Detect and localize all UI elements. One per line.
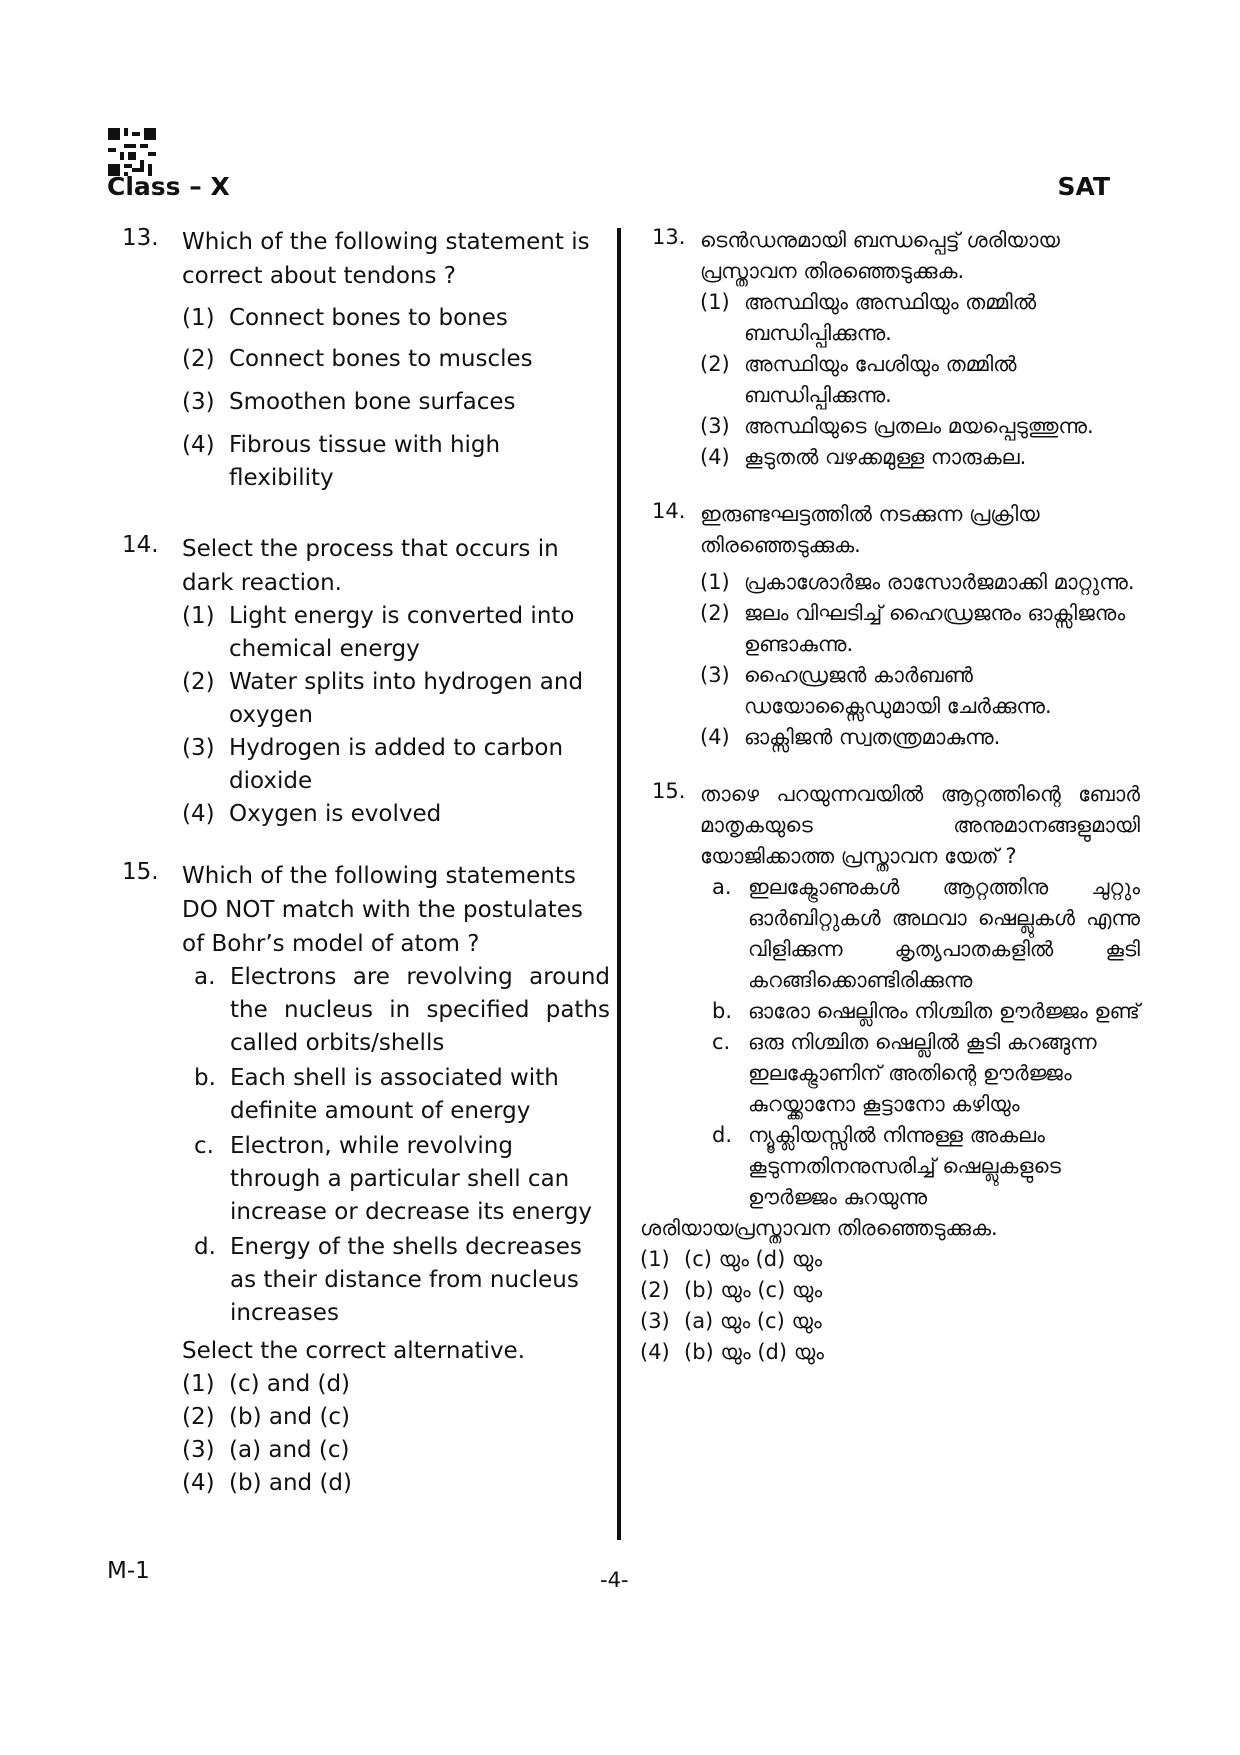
- option-item: [182, 386, 610, 419]
- statement-label: c.: [194, 1133, 214, 1159]
- option-text: (b) and (c): [229, 1404, 351, 1430]
- option-label: (1): [182, 603, 215, 629]
- option-text: Hydrogen is added to carbon dioxide: [229, 735, 564, 794]
- option-text: കൂടുതൽ വഴക്കമുള്ള നാരുകല.: [744, 445, 1027, 469]
- question-13: [110, 225, 610, 495]
- question-text: Select the process that occurs in dark reaction.: [182, 536, 559, 596]
- question-text: ഇരുണ്ടഘട്ടത്തിൽ നടക്കുന്ന പ്രക്രിയ തിരഞ്ഞെടുക്കുക.: [700, 502, 1040, 557]
- statement-label: a.: [712, 875, 732, 899]
- option-label: (3): [700, 663, 730, 687]
- option-text: ഓക്സിജൻ സ്വതന്ത്രമാകുന്നു.: [744, 725, 1001, 749]
- question-15-malayalam: [640, 779, 1140, 1368]
- option-text: Light energy is converted into chemical energy: [229, 603, 575, 662]
- option-item: [640, 1337, 1140, 1368]
- statement-text: Energy of the shells decreases as their distance from nucleus increases: [230, 1234, 582, 1326]
- option-label: (2): [182, 669, 215, 695]
- option-item: [182, 1434, 610, 1467]
- option-label: (3): [182, 389, 215, 415]
- paper-code: M-1: [107, 1558, 150, 1584]
- option-item: [182, 1467, 610, 1500]
- statement-text: ഓരോ ഷെല്ലിനും നിശ്ചിത ഊർജ്ജം ഉണ്ട്: [748, 999, 1140, 1023]
- option-item: [640, 1275, 1140, 1306]
- option-list: [182, 302, 610, 495]
- option-text: അസ്ഥിയുടെ പ്രതലം മയപ്പെടുത്തുന്നു.: [744, 414, 1094, 438]
- question-text: താഴെ പറയുന്നവയിൽ ആറ്റത്തിന്റെ ബോർ മാതൃകയുടെ അനുമാനങ്ങളുമായി യോജിക്കാത്ത പ്രസ്താവന യേത് ?: [700, 782, 1140, 868]
- option-item: [700, 567, 1140, 598]
- option-label: (2): [700, 601, 730, 625]
- qr-code-icon: [108, 128, 156, 176]
- question-14-malayalam: [640, 499, 1140, 753]
- option-item: [700, 411, 1140, 442]
- question-text: ടെൻഡനുമായി ബന്ധപ്പെട്ട് ശരിയായ പ്രസ്താവന തിരഞ്ഞെടുക്കുക.: [700, 228, 1060, 283]
- option-item: [700, 349, 1140, 411]
- option-text: (b) യും (c) യും: [684, 1278, 823, 1302]
- option-label: (4): [182, 801, 215, 827]
- statement-item: [712, 996, 1140, 1027]
- statement-text: Electrons are revolving around the nucleus in specified paths called orbits/shells: [230, 964, 610, 1056]
- option-text: അസ്ഥിയും അസ്ഥിയും തമ്മിൽ ബന്ധിപ്പിക്കുന്നു.: [744, 290, 1037, 345]
- question-number: 14.: [122, 532, 159, 558]
- option-item: [640, 1306, 1140, 1337]
- statement-text: ഇലക്ട്രോണുകൾ ആറ്റത്തിനു ചുറ്റും ഓർബിറ്റുകൾ അഥവാ ഷെല്ലുകൾ എന്നു വിളിക്കുന്ന കൃത്യപാതകളിൽ കൂടി കറങ്ങിക്കൊണ്ടിരിക്കുന്നു: [748, 875, 1140, 992]
- statement-text: Each shell is associated with definite amount of energy: [230, 1065, 559, 1124]
- option-label: (1): [182, 305, 215, 331]
- option-item: [182, 798, 610, 831]
- option-item: [182, 343, 610, 376]
- option-label: (4): [700, 445, 730, 469]
- option-label: (1): [700, 570, 730, 594]
- option-label: (3): [700, 414, 730, 438]
- option-label: (2): [640, 1278, 670, 1302]
- option-list: [700, 567, 1140, 753]
- statement-list: [712, 872, 1140, 1213]
- option-item: [182, 666, 610, 732]
- question-text: Which of the following statements DO NOT match with the postulates of Bohr’s model of atom ?: [182, 863, 583, 957]
- option-text: അസ്ഥിയും പേശിയും തമ്മിൽ ബന്ധിപ്പിക്കുന്നു.: [744, 352, 1017, 407]
- option-label: (4): [182, 432, 215, 458]
- option-item: [700, 660, 1140, 722]
- option-label: (2): [700, 352, 730, 376]
- option-item: [640, 1244, 1140, 1275]
- option-text: (c) യും (d) യും: [684, 1247, 823, 1271]
- option-label: (1): [700, 290, 730, 314]
- option-list: [182, 600, 610, 831]
- option-item: [182, 429, 610, 495]
- option-item: [700, 442, 1140, 473]
- option-text: ഹൈഡ്രജൻ കാർബൺ ഡയോക്സൈഡുമായി ചേർക്കുന്നു.: [744, 663, 1052, 718]
- option-item: [182, 302, 610, 335]
- statement-item: [712, 1120, 1140, 1213]
- option-label: (1): [640, 1247, 670, 1271]
- option-text: Oxygen is evolved: [229, 801, 442, 827]
- class-label: Class – X: [107, 172, 230, 201]
- option-text: (a) യും (c) യും: [684, 1309, 822, 1333]
- option-label: (3): [182, 735, 215, 761]
- option-item: [700, 598, 1140, 660]
- option-list: [700, 287, 1140, 473]
- option-text: Smoothen bone surfaces: [229, 389, 516, 415]
- exam-label: SAT: [1057, 172, 1110, 201]
- option-label: (2): [182, 346, 215, 372]
- option-list: [182, 1368, 610, 1500]
- option-label: (2): [182, 1404, 215, 1430]
- statement-item: [194, 961, 610, 1060]
- option-label: (1): [182, 1371, 215, 1397]
- question-number: 13.: [122, 225, 159, 251]
- option-label: (4): [700, 725, 730, 749]
- option-text: (b) യും (d) യും: [684, 1340, 824, 1364]
- statement-label: a.: [194, 964, 216, 990]
- option-text: Connect bones to muscles: [229, 346, 533, 372]
- option-item: [182, 1368, 610, 1401]
- question-15: [110, 859, 610, 1500]
- select-instruction: ശരിയായപ്രസ്താവന തിരഞ്ഞെടുക്കുക.: [640, 1216, 998, 1240]
- option-list: [640, 1244, 1140, 1368]
- option-text: Water splits into hydrogen and oxygen: [229, 669, 584, 728]
- option-text: (c) and (d): [229, 1371, 351, 1397]
- statement-label: d.: [194, 1234, 216, 1260]
- question-13-malayalam: [640, 225, 1140, 473]
- statement-label: b.: [194, 1065, 216, 1091]
- option-text: ജലം വിഘടിച്ച് ഹൈഡ്രജനും ഓക്സിജനും ഉണ്ടാകുന്നു.: [744, 601, 1126, 656]
- option-item: [182, 600, 610, 666]
- option-item: [182, 732, 610, 798]
- statement-label: d.: [712, 1123, 733, 1147]
- statement-label: b.: [712, 999, 733, 1023]
- question-number: 14.: [652, 499, 686, 523]
- column-divider: [617, 228, 621, 1540]
- question-number: 15.: [122, 859, 159, 885]
- english-column: [110, 225, 610, 1500]
- statement-text: Electron, while revolving through a particular shell can increase or decrease its energy: [230, 1133, 592, 1225]
- statement-label: c.: [712, 1030, 731, 1054]
- option-label: (3): [640, 1309, 670, 1333]
- statement-item: [712, 872, 1140, 996]
- option-label: (4): [182, 1470, 215, 1496]
- option-item: [182, 1401, 610, 1434]
- question-number: 15.: [652, 779, 686, 803]
- question-text: Which of the following statement is correct about tendons ?: [182, 229, 590, 289]
- statement-item: [194, 1231, 610, 1330]
- option-label: (4): [640, 1340, 670, 1364]
- question-14: [110, 532, 610, 831]
- statement-item: [194, 1130, 610, 1229]
- statement-list: [194, 961, 610, 1330]
- statement-text: ന്യൂക്ലിയസ്സിൽ നിന്നുള്ള അകലം കൂടുന്നതിനനുസരിച്ച് ഷെല്ലുകളുടെ ഊർജ്ജം കുറയുന്നു: [748, 1123, 1061, 1209]
- option-text: (a) and (c): [229, 1437, 350, 1463]
- option-item: [700, 287, 1140, 349]
- statement-text: ഒരു നിശ്ചിത ഷെല്ലിൽ കൂടി കറങ്ങുന്ന ഇലക്ട്രോണിന് അതിന്റെ ഊർജ്ജം കുറയ്ക്കാനോ കൂട്ടാനോ കഴിയും: [748, 1030, 1097, 1116]
- malayalam-column: [640, 225, 1140, 1368]
- statement-item: [194, 1062, 610, 1128]
- page-number: -4-: [600, 1568, 629, 1592]
- option-item: [700, 722, 1140, 753]
- option-label: (3): [182, 1437, 215, 1463]
- option-text: (b) and (d): [229, 1470, 352, 1496]
- select-instruction: Select the correct alternative.: [182, 1338, 526, 1364]
- option-text: Fibrous tissue with high flexibility: [229, 432, 501, 491]
- option-text: Connect bones to bones: [229, 305, 508, 331]
- question-number: 13.: [652, 225, 686, 249]
- option-text: പ്രകാശോർജം രാസോർജമാക്കി മാറ്റുന്നു.: [744, 570, 1135, 594]
- statement-item: [712, 1027, 1140, 1120]
